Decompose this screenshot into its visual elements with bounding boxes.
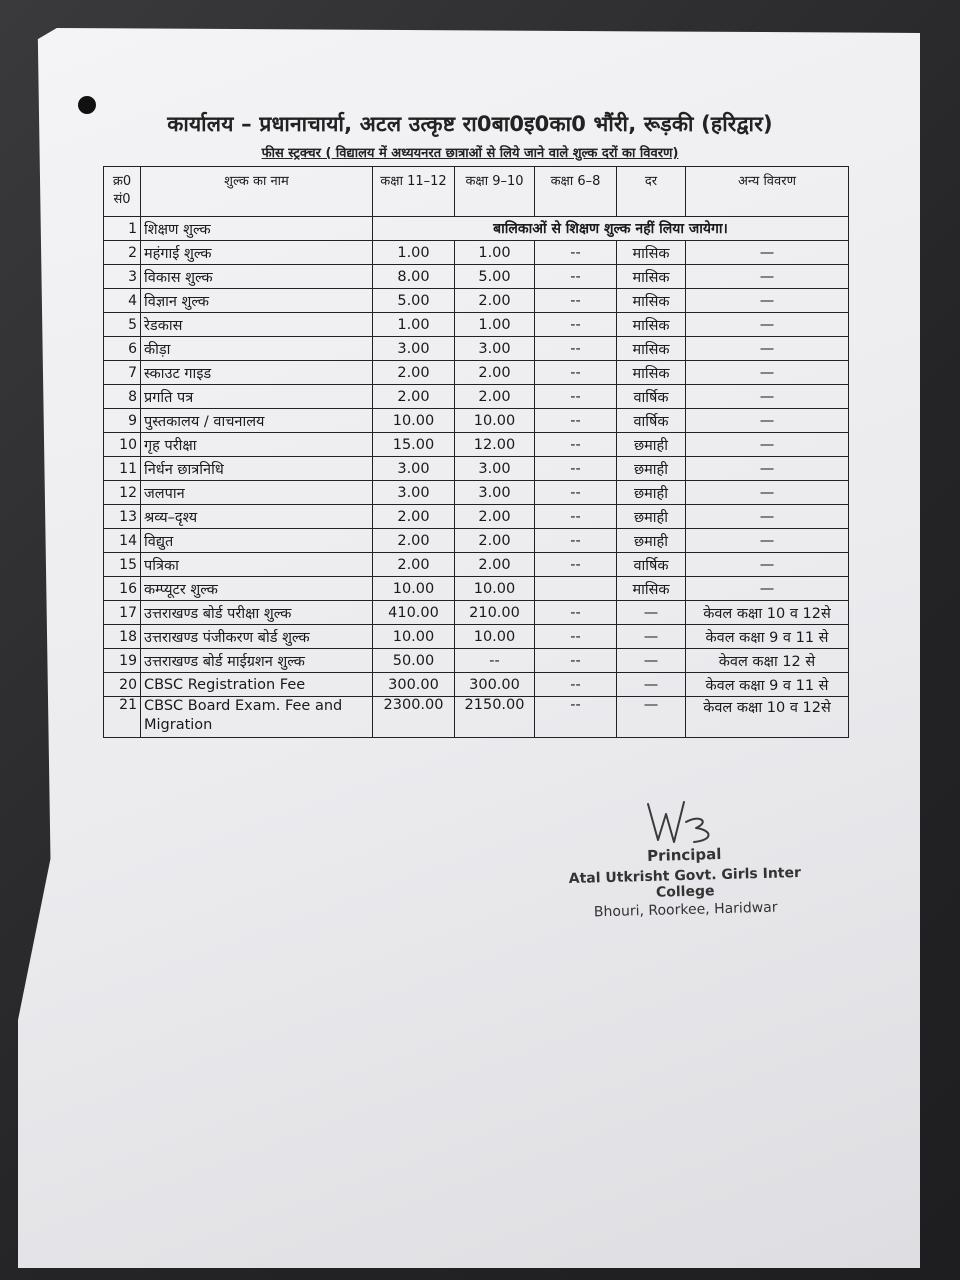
cell-class-6-8: -- <box>535 337 617 361</box>
cell-class-11-12: 1.00 <box>373 313 455 337</box>
cell-other: — <box>686 241 849 265</box>
cell-fee-name: गृह परीक्षा <box>141 433 373 457</box>
cell-sn: 15 <box>104 553 141 577</box>
cell-rate: मासिक <box>617 577 686 601</box>
cell-fee-name: स्काउट गाइड <box>141 361 373 385</box>
cell-class-6-8: -- <box>535 409 617 433</box>
cell-sn: 19 <box>104 649 141 673</box>
cell-sn: 16 <box>104 577 141 601</box>
table-row <box>104 433 849 457</box>
cell-class-6-8: -- <box>535 553 617 577</box>
cell-other: केवल कक्षा 10 व 12से <box>686 601 849 625</box>
cell-class-6-8: -- <box>535 265 617 289</box>
cell-class-11-12: 2.00 <box>373 385 455 409</box>
header-other-details: अन्य विवरण <box>686 167 849 217</box>
document-title: कार्यालय – प्रधानाचार्या, अटल उत्कृष्ट रा0बा0इ0का0 भौंरी, रूड़की (हरिद्वार) <box>167 112 773 136</box>
cell-sn: 1 <box>104 217 141 241</box>
cell-other: — <box>686 289 849 313</box>
cell-rate: — <box>617 697 686 738</box>
header-rate: दर <box>617 167 686 217</box>
cell-class-6-8: -- <box>535 361 617 385</box>
header-sn: क्र0 सं0 <box>104 167 141 217</box>
cell-rate: छमाही <box>617 529 686 553</box>
cell-fee-name: शिक्षण शुल्क <box>141 217 373 241</box>
fee-structure-table <box>103 166 849 738</box>
cell-sn: 9 <box>104 409 141 433</box>
cell-fee-name: पुस्तकालय / वाचनालय <box>141 409 373 433</box>
cell-sn: 21 <box>104 697 141 738</box>
cell-rate: छमाही <box>617 505 686 529</box>
table-row <box>104 385 849 409</box>
cell-class-9-10: 12.00 <box>455 433 535 457</box>
cell-class-11-12: 2300.00 <box>373 697 455 738</box>
cell-class-9-10: 5.00 <box>455 265 535 289</box>
punch-hole <box>78 96 96 114</box>
cell-sn: 14 <box>104 529 141 553</box>
cell-other: केवल कक्षा 9 व 11 से <box>686 625 849 649</box>
cell-other: केवल कक्षा 10 व 12से <box>686 697 849 738</box>
cell-rate: मासिक <box>617 361 686 385</box>
cell-class-6-8: -- <box>535 697 617 738</box>
cell-rate: — <box>617 649 686 673</box>
cell-merged-note: बालिकाओं से शिक्षण शुल्क नहीं लिया जायेगा। <box>373 217 849 241</box>
cell-class-6-8: -- <box>535 505 617 529</box>
cell-class-11-12: 3.00 <box>373 337 455 361</box>
table-row <box>104 649 849 673</box>
table-row <box>104 625 849 649</box>
cell-sn: 17 <box>104 601 141 625</box>
cell-rate: वार्षिक <box>617 553 686 577</box>
college-address: Bhouri, Roorkee, Haridwar <box>593 899 778 921</box>
cell-class-6-8: -- <box>535 385 617 409</box>
cell-class-11-12: 1.00 <box>373 241 455 265</box>
cell-sn: 13 <box>104 505 141 529</box>
cell-rate: मासिक <box>617 337 686 361</box>
cell-fee-name: CBSC Board Exam. Fee and Migration <box>141 697 373 738</box>
cell-class-9-10: 10.00 <box>455 409 535 433</box>
cell-rate: मासिक <box>617 265 686 289</box>
table-row <box>104 313 849 337</box>
cell-rate: वार्षिक <box>617 385 686 409</box>
cell-class-11-12: 2.00 <box>373 505 455 529</box>
table-row <box>104 457 849 481</box>
cell-class-9-10: 2.00 <box>455 529 535 553</box>
college-name: Atal Utkrisht Govt. Girls Inter College <box>568 864 802 901</box>
cell-sn: 5 <box>104 313 141 337</box>
table-row <box>104 529 849 553</box>
cell-fee-name: श्रव्य–दृश्य <box>141 505 373 529</box>
table-row <box>104 217 849 241</box>
cell-sn: 18 <box>104 625 141 649</box>
cell-class-6-8: -- <box>535 673 617 697</box>
cell-class-9-10: 2.00 <box>455 289 535 313</box>
cell-sn: 4 <box>104 289 141 313</box>
cell-class-9-10: 10.00 <box>455 577 535 601</box>
header-class-6-8: कक्षा 6–8 <box>535 167 617 217</box>
cell-rate: — <box>617 625 686 649</box>
cell-class-11-12: 8.00 <box>373 265 455 289</box>
cell-class-9-10: 2.00 <box>455 361 535 385</box>
cell-class-9-10: 3.00 <box>455 337 535 361</box>
cell-class-9-10: 3.00 <box>455 457 535 481</box>
cell-class-6-8: -- <box>535 289 617 313</box>
cell-other: — <box>686 385 849 409</box>
table-header-row <box>104 167 849 217</box>
cell-class-6-8: -- <box>535 625 617 649</box>
cell-rate: — <box>617 673 686 697</box>
cell-class-9-10: 2.00 <box>455 385 535 409</box>
cell-rate: छमाही <box>617 481 686 505</box>
cell-fee-name: प्रगति पत्र <box>141 385 373 409</box>
cell-other: — <box>686 409 849 433</box>
cell-fee-name: रेडकास <box>141 313 373 337</box>
cell-rate: मासिक <box>617 241 686 265</box>
cell-fee-name: निर्धन छात्रनिधि <box>141 457 373 481</box>
cell-rate: छमाही <box>617 433 686 457</box>
cell-sn: 7 <box>104 361 141 385</box>
cell-other: — <box>686 553 849 577</box>
cell-class-6-8: -- <box>535 601 617 625</box>
cell-class-9-10: 10.00 <box>455 625 535 649</box>
table-row <box>104 553 849 577</box>
cell-class-11-12: 5.00 <box>373 289 455 313</box>
table-row <box>104 337 849 361</box>
table-row <box>104 265 849 289</box>
cell-sn: 6 <box>104 337 141 361</box>
cell-fee-name: उत्तराखण्ड बोर्ड परीक्षा शुल्क <box>141 601 373 625</box>
cell-other: — <box>686 505 849 529</box>
cell-rate: मासिक <box>617 289 686 313</box>
cell-class-6-8 <box>535 577 617 601</box>
cell-class-11-12: 300.00 <box>373 673 455 697</box>
table-row <box>104 409 849 433</box>
cell-sn: 11 <box>104 457 141 481</box>
cell-fee-name: CBSC Registration Fee <box>141 673 373 697</box>
cell-other: — <box>686 457 849 481</box>
cell-class-6-8: -- <box>535 433 617 457</box>
cell-fee-name: कम्प्यूटर शुल्क <box>141 577 373 601</box>
cell-other: केवल कक्षा 9 व 11 से <box>686 673 849 697</box>
cell-class-11-12: 10.00 <box>373 577 455 601</box>
cell-class-9-10: 300.00 <box>455 673 535 697</box>
table-row <box>104 697 849 738</box>
cell-class-9-10: 2150.00 <box>455 697 535 738</box>
cell-class-9-10: 3.00 <box>455 481 535 505</box>
table-row <box>104 601 849 625</box>
table-row <box>104 505 849 529</box>
handwritten-signature <box>640 792 730 852</box>
cell-other: — <box>686 433 849 457</box>
cell-fee-name: विद्युत <box>141 529 373 553</box>
header-class-11-12: कक्षा 11–12 <box>373 167 455 217</box>
cell-rate: — <box>617 601 686 625</box>
table-row <box>104 481 849 505</box>
cell-fee-name: कीड़ा <box>141 337 373 361</box>
signature-block <box>539 842 831 922</box>
signatory-title: Principal <box>646 845 722 865</box>
cell-class-11-12: 50.00 <box>373 649 455 673</box>
header-class-9-10: कक्षा 9–10 <box>455 167 535 217</box>
cell-fee-name: उत्तराखण्ड पंजीकरण बोर्ड शुल्क <box>141 625 373 649</box>
cell-class-9-10: 2.00 <box>455 553 535 577</box>
cell-class-6-8: -- <box>535 481 617 505</box>
cell-class-9-10: 1.00 <box>455 313 535 337</box>
cell-class-11-12: 2.00 <box>373 529 455 553</box>
table-row <box>104 577 849 601</box>
cell-fee-name: पत्रिका <box>141 553 373 577</box>
cell-rate: मासिक <box>617 313 686 337</box>
cell-sn: 8 <box>104 385 141 409</box>
cell-class-11-12: 2.00 <box>373 361 455 385</box>
document-subtitle: फीस स्ट्रक्चर ( विद्यालय में अध्ययनरत छात्राओं से लिये जाने वाले शुल्क दरों का विवरण) <box>261 146 679 161</box>
table-row <box>104 289 849 313</box>
cell-fee-name: उत्तराखण्ड बोर्ड माईग्रशन शुल्क <box>141 649 373 673</box>
cell-rate: छमाही <box>617 457 686 481</box>
cell-sn: 20 <box>104 673 141 697</box>
cell-class-11-12: 3.00 <box>373 457 455 481</box>
cell-class-11-12: 10.00 <box>373 409 455 433</box>
cell-class-6-8: -- <box>535 241 617 265</box>
cell-class-11-12: 15.00 <box>373 433 455 457</box>
cell-class-6-8: -- <box>535 649 617 673</box>
cell-fee-name: विज्ञान शुल्क <box>141 289 373 313</box>
cell-sn: 2 <box>104 241 141 265</box>
cell-other: केवल कक्षा 12 से <box>686 649 849 673</box>
cell-fee-name: विकास शुल्क <box>141 265 373 289</box>
cell-fee-name: महंगाई शुल्क <box>141 241 373 265</box>
table-row <box>104 673 849 697</box>
cell-class-9-10: -- <box>455 649 535 673</box>
table-row <box>104 241 849 265</box>
cell-other: — <box>686 529 849 553</box>
cell-class-9-10: 2.00 <box>455 505 535 529</box>
cell-other: — <box>686 337 849 361</box>
cell-sn: 10 <box>104 433 141 457</box>
cell-other: — <box>686 313 849 337</box>
cell-class-9-10: 210.00 <box>455 601 535 625</box>
cell-class-11-12: 10.00 <box>373 625 455 649</box>
cell-class-11-12: 2.00 <box>373 553 455 577</box>
cell-class-6-8: -- <box>535 313 617 337</box>
cell-other: — <box>686 265 849 289</box>
cell-class-6-8: -- <box>535 529 617 553</box>
table-row <box>104 361 849 385</box>
cell-class-9-10: 1.00 <box>455 241 535 265</box>
cell-class-11-12: 410.00 <box>373 601 455 625</box>
cell-sn: 3 <box>104 265 141 289</box>
cell-other: — <box>686 577 849 601</box>
cell-class-11-12: 3.00 <box>373 481 455 505</box>
cell-sn: 12 <box>104 481 141 505</box>
header-fee-name: शुल्क का नाम <box>141 167 373 217</box>
cell-fee-name: जलपान <box>141 481 373 505</box>
cell-other: — <box>686 361 849 385</box>
cell-class-6-8: -- <box>535 457 617 481</box>
cell-rate: वार्षिक <box>617 409 686 433</box>
cell-other: — <box>686 481 849 505</box>
